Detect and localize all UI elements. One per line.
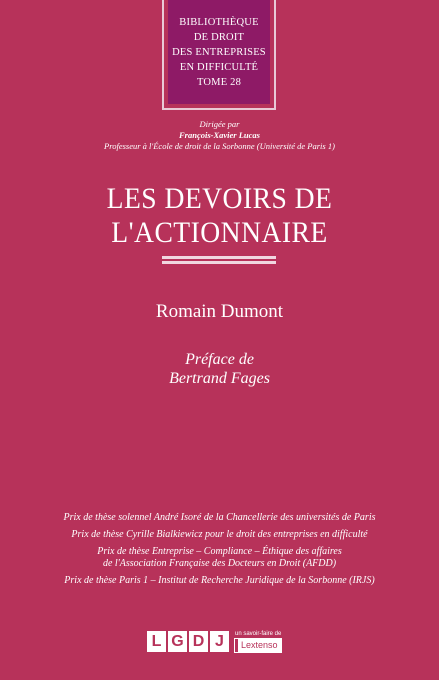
- prize-line: Prix de thèse Entreprise – Compliance – Éthique des affaires: [97, 546, 342, 557]
- title-separator: [162, 256, 276, 264]
- lextenso-tagline: un savoir-faire de: [235, 631, 282, 637]
- prize-item: [0, 546, 439, 570]
- series-line: DE DROIT: [193, 31, 245, 43]
- lgdj-logo: [147, 631, 231, 652]
- series-line: BIBLIOTHÈQUE: [179, 16, 259, 28]
- prize-line: Prix de thèse Cyrille Bialkiewicz pour le droit des entreprises en difficulté: [71, 529, 368, 540]
- director-affiliation: Professeur à l'École de droit de la Sorbonne (Université de Paris 1): [104, 141, 335, 151]
- series-line: DES ENTREPRISES: [172, 46, 266, 58]
- book-title: LES DEVOIRS DE L'ACTIONNAIRE: [106, 182, 333, 249]
- lgdj-letter: L: [147, 631, 166, 652]
- prize-line: Prix de thèse solennel André Isoré de la Chancellerie des universités de Paris: [63, 512, 376, 523]
- director-intro: Dirigée par: [199, 119, 240, 129]
- lextenso-logo: [235, 630, 281, 652]
- prize-item: [0, 512, 439, 524]
- preface-author: Bertrand Fages: [169, 370, 270, 387]
- series-box: [162, 0, 276, 110]
- prize-item: [0, 529, 439, 541]
- prize-item: [0, 575, 439, 587]
- preface-label: Préface de: [185, 351, 254, 368]
- series-line: EN DIFFICULTÉ: [179, 61, 259, 73]
- prize-line: de l'Association Française des Docteurs en Droit (AFDD): [102, 558, 337, 569]
- series-label: [168, 0, 270, 104]
- publisher-logo: [147, 628, 281, 652]
- prizes-list: [0, 512, 439, 592]
- separator-line: [162, 259, 276, 261]
- lgdj-letter: J: [210, 631, 229, 652]
- lgdj-letter: D: [189, 631, 208, 652]
- prize-line: Prix de thèse Paris 1 – Institut de Recherche Juridique de la Sorbonne (IRJS): [64, 575, 375, 586]
- lextenso-name: Lextenso: [235, 639, 281, 652]
- series-line: TOME 28: [196, 76, 242, 88]
- book-author: Romain Dumont: [155, 301, 284, 322]
- director-name: François-Xavier Lucas: [179, 130, 260, 140]
- series-director: [0, 119, 439, 152]
- lgdj-letter: G: [168, 631, 187, 652]
- preface: [0, 350, 439, 388]
